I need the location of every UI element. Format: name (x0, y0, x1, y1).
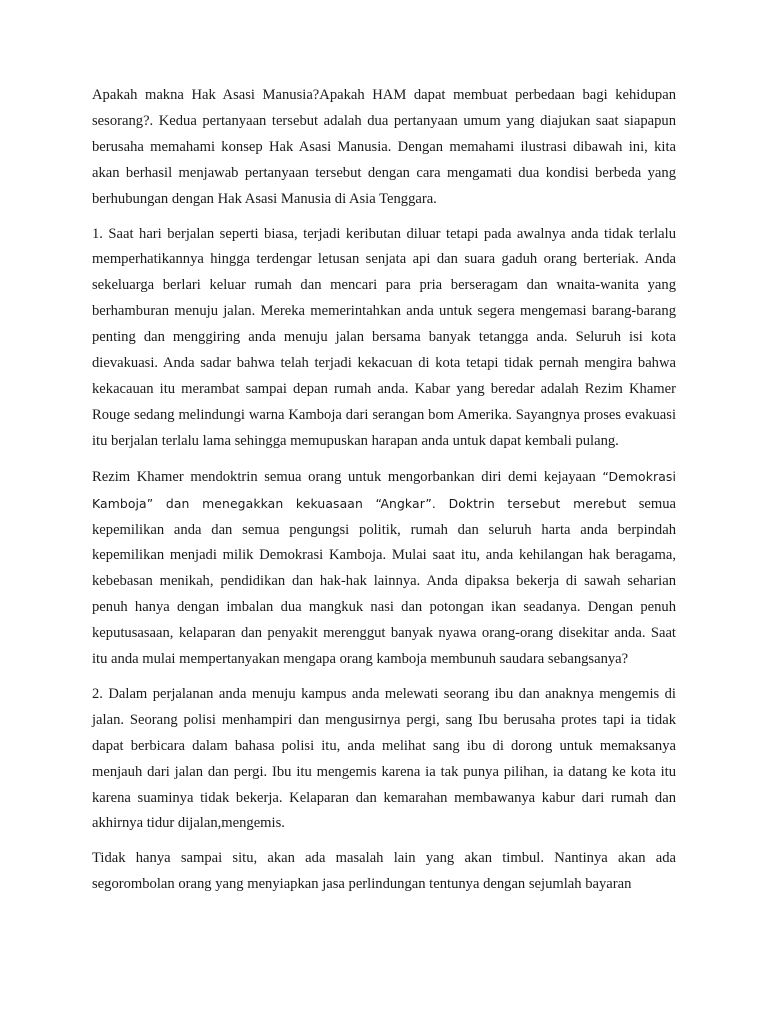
khmer-rouge-paragraph-rest: semua kepemilikan anda dan semua pengungsi politik, rumah dan seluruh harta anda berpindah kepemilikan menjadi milik Demokrasi Kamboja. Mulai saat itu, anda kehilangan hak beragama, kebebasan menikah, pendidikan dan hak-hak lainnya. Anda dipaksa bekerja di sawah seharian penuh hanya dengan imbalan dua mangkuk nasi dan potongan ikan seadanya. Dengan penuh keputusasaan, kelaparan dan penyakit merenggut banyak nyawa orang-orang disekitar anda. Saat itu anda mulai mempertanyakan mengapa orang kamboja membunuh saudara sebangsanya? (92, 495, 676, 668)
illustration-1-paragraph: 1. Saat hari berjalan seperti biasa, terjadi keributan diluar tetapi pada awalnya anda tidak terlalu memperhatikannya hingga terdengar letusan senjata api dan suara gaduh orang berteriak. Anda sekeluarga berlari keluar rumah dan mencari para pria berseragam dan wnaita-wanita yang berhamburan menuju jalan. Mereka memerintahkan anda untuk segera mengemasi barang-barang penting dan menggiring anda menuju jalan bersama banyak tetangga anda. Seluruh isi kota dievakuasi. Anda sadar bahwa telah terjadi kekacuan di kota tetapi tidak pernah mengira bahwa kekacauan itu merambat sampai depan rumah anda. Kabar yang beredar adalah Rezim Khamer Rouge sedang melindungi warna Kamboja dari serangan bom Amerika. Sayangnya proses evakuasi itu berjalan terlalu lama sehingga memupuskan harapan anda untuk dapat kembali pulang. (92, 225, 676, 449)
document-body (92, 83, 676, 907)
khmer-rouge-paragraph (92, 464, 676, 673)
khmer-rouge-quote-line: “Demokrasi Kamboja” dan menegakkan kekuasaan “Angkar”. Doktrin tersebut merebut (92, 468, 676, 511)
khmer-rouge-paragraph-start: Rezim Khamer mendoktrin semua orang untuk mengorbankan diri demi kejayaan (92, 468, 603, 485)
illustration-2-paragraph: 2. Dalam perjalanan anda menuju kampus anda melewati seorang ibu dan anaknya mengemis di jalan. Seorang polisi menhampiri dan mengusirnya pergi, sang Ibu berusaha protes tapi ia tidak dapat berbicara dalam bahasa polisi itu, anda melihat sang ibu di dorong untuk memaksanya menjauh dari jalan dan pergi. Ibu itu mengemis karena ia tak punya pilihan, ia datang ke kota itu karena suaminya tidak bekerja. Kelaparan dan kemarahan membawanya kabur dari rumah dan akhirnya tidur dijalan,mengemis. (92, 685, 676, 832)
closing-paragraph: Tidak hanya sampai situ, akan ada masalah lain yang akan timbul. Nantinya akan ada segorombolan orang yang menyiapkan jasa perlindungan tentunya dengan sejumlah bayaran (92, 850, 676, 893)
intro-paragraph: Apakah makna Hak Asasi Manusia?Apakah HAM dapat membuat perbedaan bagi kehidupan sesorang?. Kedua pertanyaan tersebut adalah dua pertanyaan umum yang diajukan saat siapapun berusaha memahami konsep Hak Asasi Manusia. Dengan memahami ilustrasi dibawah ini, kita akan berhasil menjawab pertanyaan tersebut dengan cara mengamati dua kondisi berbeda yang berhubungan dengan Hak Asasi Manusia di Asia Tenggara. (92, 87, 676, 207)
